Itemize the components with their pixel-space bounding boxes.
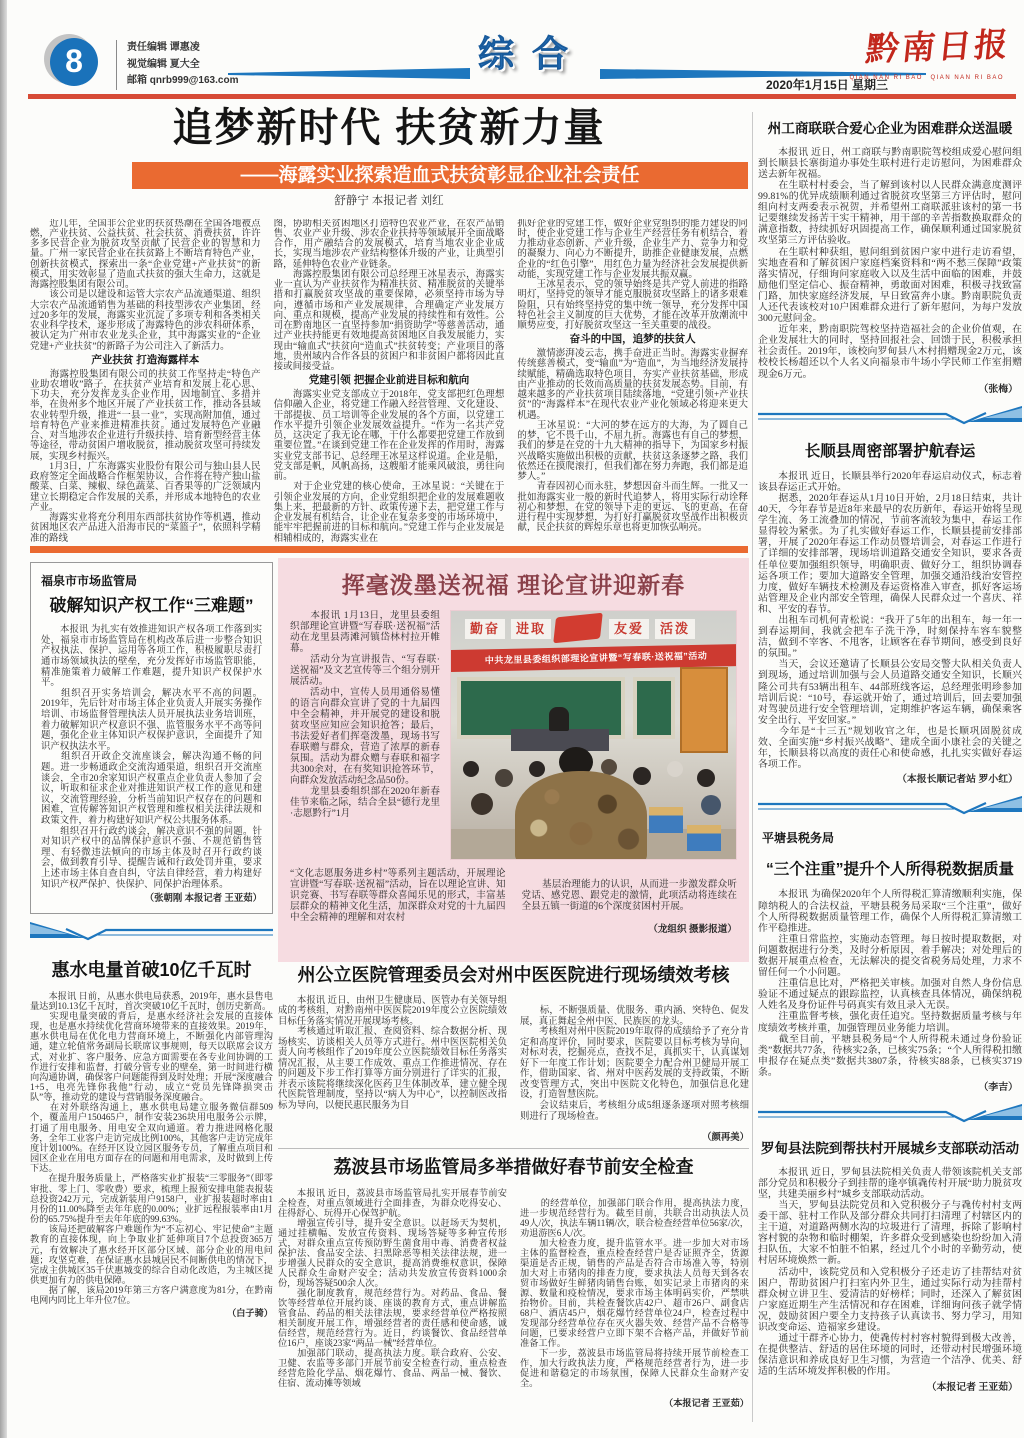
section-title: 综合 (478, 33, 587, 74)
lead-headline: 追梦新时代 扶贫新力量 (172, 106, 606, 150)
body-text: 图，协助相关贫困地区打造特色农业产业，在农产品销售、农业产业升级、涉农企业扶持等领域展开全面战略合作，用产融结合的发展模式，培育当地农业企业成长，实现当地涉农产业结构整体升级的产业，让典型引路，延伸特色农业产业链条。 海露控股集团有限公司总经理王冰星表示，海露实业一直认为产业扶贫作为精准扶贫、精准脱贫的关键举措和打赢脱贫攻坚战的重要保障，必须坚持市场为导向，遵循市场和产业发展规律，合理确定产业发展方向、重点和规模，提高产业发展的持续性和有效性。公司在黔南地区一直坚持参加“捐资助学”等慈善活动，通过产业扶持能更有效地提高贫困地区自我发展能力，实现由“输血式”扶贫向“造血式”扶贫转变；产业项目的落地，贵州域内合作各县的贫困户和非贫困户都将因此直接或间接受益。 (273, 218, 505, 372)
section-divider-graphic (30, 922, 273, 944)
section-divider-graphic (758, 796, 1022, 818)
crosshead: 奋斗的中国，追梦的扶贫人 (569, 333, 696, 346)
article-longli-feature (278, 558, 749, 962)
crosshead: 党建引领 把握企业前进目标和航向 (308, 374, 470, 387)
audience-head (601, 759, 617, 775)
article-fuquan-box (30, 562, 273, 914)
body-text: 近几年，全国非公企业的扶贫热潮在全国各地被点燃，产业扶贫、公益扶贫、社会扶贫、消费扶贫，许许多多民营企业为脱贫攻坚贡献了民营企业的智慧和力量。广州一家民营企业在扶贫路上不断培育特色产业，创新扶贫模式，探索出一条“企业党建+产业扶贫”的新模式，用实效彰显了造血式扶贫的强大生命力，这就是海露控股集团有限公司。 该公司是以建设和运管大宗农产品流通渠道、组织大宗农产品流通销售为基础的科技型涉农产业集团，经过20多年的发展，海露实业沉淀了多项专利和各类相关农业科学技术，逐步形成了海露特色的涉农科研体系，被认定为广州市农业龙头企业，其中海露实业的“企业党建+产业扶贫”的新路子为公司注入了新活力。 (30, 218, 261, 352)
article-headline: “三个注重”提升个人所得税数据质量 (765, 861, 1014, 879)
wall-slogan: 勤奋 (465, 619, 505, 639)
article-byline: （龙组织 摄影报道） (648, 923, 737, 935)
article-body: “文化志愿服务进乡村”等系列主题活动，开展理论宣讲暨“写春联·送祝福”活动，旨在以理论宣讲、知识竞赛、书写春联等群众喜闻乐见的形式，丰富基层群众的精神文化生活，加深群众对党的十九届四中全会精神的理解和对农村 (290, 867, 506, 923)
publication-date: 2020年1月15日 星期三 (766, 78, 889, 92)
article-body: 标，不断强质量、优服务、重内涵、突特色、促发展，真正舞起全州中医、民族医的龙头。 考核组对州中医院2019年取得的成绩给予了充分肯定和高度评价，同时要求，医院要以目标考核为导向，对标对表，挖掘亮点，查找不足，真抓实干，认真谋划好下一年度工作计划；医院要全力配合州卫健局开展工作，借助国家、省、州对中医药发展的支持政策，不断改变管理方式，突出中医院文化特色，加强信息化建设，打造智慧医院。 会议结束后，考核组分成5组逐条逐项对照考核细则进行了现场检查。 (520, 1006, 749, 1122)
chair (687, 825, 721, 851)
email-line: 邮箱 qnrb999@163.com (127, 75, 239, 86)
article-headline: 挥毫泼墨送祝福 理论宣讲迎新春 (341, 572, 686, 598)
article-tax (758, 829, 1022, 1093)
lead-column-2 (274, 219, 505, 557)
article-headline: 州公立医院管理委员会对州中医医院进行现场绩效考核 (297, 965, 730, 985)
wall-slogan: 活泼 (655, 619, 695, 639)
article-body: 本报讯 1月13日，龙里县委组织部理论宣讲暨“写春联·送祝福”活动在龙里县湾滩河镇岱林村拉开帷幕。 活动分为宣讲报告、“写春联·送祝福”及文艺宣传等三个组分别开展活动。 活动中，宣传人员用通俗易懂的语言向群众宣讲了党的十九届四中全会精神，并开展党的建设和脱贫攻坚应知应会知识抢答；最后，书法爱好者们挥毫泼墨，现场书写春联赠与群众，营造了浓厚的新春氛围。活动为群众赠与春联和福字共300余对，在有奖知识抢答环节，向群众发放活动纪念品50份。 龙里县委组织部在2020年新春佳节来临之际，结合全县“德行龙里·志愿黔行”1月 (290, 609, 440, 819)
chair (649, 807, 683, 833)
article-byline: （本报长顺记者站 罗小红） (897, 774, 1018, 786)
editor-line: 责任编辑 谭惠凌 (127, 42, 200, 53)
article-body: 本报讯 近日，州工商联与黔南职院驾校组成爱心慰问组到长顺县长寨街道办事处生联村进行走访慰问，为困难群众送去新年祝福。 在生联村村委会，当了解到该村以人民群众满意度测评99.81%的优异成绩顺利通过省脱贫攻坚第三方评估时，慰问组向村支两委表示祝贺，并希望州工商联派驻该村的第一书记要继续发扬苦干实干精神，用干部的辛苦指数换取群众的满意指数，持续抓好巩固提高工作，确保顺利通过国家脱贫攻坚第三方评估验收。 在生联村种获组，慰问组到贫困户家中进行走访看望，实地查看和了解贫困户家庭档案资料和“两不愁三保障”政策落实情况，仔细询问家庭收入以及生活中面临的困难，并鼓励他们坚定信心、振奋精神，勇敢面对困难，积极寻找致富门路，加快家庭经济发展，早日致富奔小康。黔南职院负责人还代表该校对10户困难群众进行了新年慰问，为每户发放300元慰问金。 近年来，黔南职院驾校坚持造福社会的企业价值观，在企业发展壮大的同时，坚持回报社会、回馈于民，积极承担社会责任。2019年，该校向罗甸县八木村捐赠现金2万元，该校校长杨超还以个人名义向福泉市牛场小学民师工作室捐赠现金6万元。 (758, 146, 1022, 380)
body-text: 海露实业党支部成立于2018年，党支部把红色理想信仰融入企业，将党建工作融入经营管理、文化建设、干部提拔、员工培训等企业发展的各个方面，以党建工作水平提升引领企业发展效益提升。“作为一名共产党员，这决定了我无论在哪，干什么都要把党建工作放到重要位置。”在谈到党建工作在企业发挥的作用时，海露实业党支部书记、总经理王冰星这样说道。企业是船，党支部是帆，风帆高扬，这艘船才能乘风破浪，勇往向前。 对于企业党建的核心使命，王冰星说：“关键在于引领企业发展的方向，企业党组织把企业的发展难题收集上来，把最新的方针、政策传递下去，把党建工作与企业发展有机结合，让企业在复杂多变的市场环境中，能牢牢把握前进的目标和航向。”党建工作与企业发展是相辅相成的，海露实业在 (273, 390, 505, 544)
article-chunyun (758, 442, 1022, 786)
page-header (28, 26, 1018, 92)
editor-line: 视觉编辑 夏大全 (127, 58, 200, 70)
article-byline: （李吉） (978, 1082, 1018, 1094)
article-byline: （张朝刚 本报记者 王亚茹） (144, 894, 262, 905)
speaker-desk (511, 729, 609, 751)
right-column (758, 106, 1022, 1436)
page-edge-shadow (0, 0, 7, 1438)
article-byline: （本报记者 王亚茹） (926, 1381, 1018, 1393)
camouflage-jacket-figure (515, 771, 647, 860)
feature-middle (290, 610, 737, 860)
article-body: 本报讯 近日，长顺县举行2020年春运启动仪式，标志着该县春运正式开始。 据悉，2020年春运从1月10日开始，2月18日结束，共计40天，今年春节是近8年来最早的农历新年，春运开始将呈现学生流、务工流叠加的情况，节前客流较为集中，春运工作显得较为紧张。为了扎实做好春运工作，长顺县提前安排部署，开展了2020年春运工作动员暨培训会，对春运工作进行了详细的安排部署，现场培训道路交通安全知识，要求各责任单位要加强组织领导，明确职责、做好分工，组织协调春运各项工作；要加大道路安全管理，加强交通沿线治安管控力度，做好车辆技术检测及春运资格准入审查，抓好客运场站管理及企业内部安全管理，确保人民群众过一个喜庆、祥和、平安的春节。 出租车司机何青松说：“我开了5年的出租车，每一年一到春运期间，我就会把车子洗干净，时刻保持车容车貌整洁，做到不宰客、不甩客，让顾客在春节期间，感受到良好的氛围。” 当天，会议还邀请了长顺县公安局交警大队相关负责人到现场，通过培训加强与会人员道路交通安全知识，长顺兴隆公司共有53辆出租车、44部班线客运，总经理张明珍参加培训后说：“10号，春运就开始了，通过培训后，回去要加强对驾驶员进行安全管理培训，定期维护客运车辆，确保乘客安全出行、平安回家。” 今年是“十三五”规划收官之年，也是长顺巩固脱贫成效、全面实施“乡村振兴战略”、建成全面小康社会的关键之年，长顺县将以高度的责任心和使命感，扎扎实实做好春运各项工作。 (758, 470, 1022, 771)
article-headline: 荔波县市场监管局多举措做好春节前安全检查 (333, 1157, 694, 1177)
wall-slogan: 友爱 (609, 619, 649, 639)
page-number-badge: 8 (50, 38, 98, 86)
header-rule (28, 94, 1016, 99)
speaker-figure (549, 707, 569, 731)
feature-bottom (290, 868, 737, 957)
article-body-with-byline (520, 996, 749, 1165)
door (680, 667, 728, 753)
lead-column-1 (30, 219, 261, 557)
lead-subtitle-bar: ——海露实业探索造血式扶贫彰显企业社会责任 (132, 162, 748, 189)
audience-head (697, 769, 715, 787)
lead-column-3 (517, 219, 748, 557)
audience-head (701, 795, 721, 815)
article-body: 本报讯 近日，由州卫生健康局、医管办有关领导组成的考核组，对黔南州中医医院2019年度公立医院绩效目标任务落实情况开展现场考核。 考核通过听取汇报、查阅资料、综合数据分析、现场核实、访谈相关人员等方式进行。州中医医院相关负责人向考核组作了2019年度公立医院绩效目标任务落实情况汇报，从主要工作成效、重点工作推进情况、存在的问题及下步工作打算等方面分别进行了详实的汇报，并表示该院将继续深化医药卫生体制改革，建立健全现代医院管理制度，坚持以“病人为中心”，以控制医改指标为导向，以便民惠民服务为目 (278, 995, 507, 1111)
article-headline: 长顺县周密部署护航春运 (804, 442, 976, 460)
lead-article (30, 106, 748, 557)
lead-end-bar (30, 546, 748, 553)
article-body: 本报讯 为确保2020年个人所得税汇算清缴顺利实施，保障纳税人的合法权益，平塘县税务局采取“三个注重”，做好个人所得税数据质量管理工作，确保个人所得税汇算清缴工作平稳推进。 注重日常监控，实施动态管理。每日按时提取数据，对问题数据进行分类，及时分析原因，着手解决；对处理后的数据开展重点检查，无法解决的提交省税务局处理，力求不留任何一个小问题。 注重信息比对，严格把关审核。加强对自然人身份信息验证不通过疑点的跟踪监控，认真核查具体情况，确保纳税人姓名及身份证件号码真实有效且录入无误。 注重监督考核，强化责任追究。坚持数据质量考核与年度绩效考核并重，加强管理员业务能力培训。 截至目前，平塘县税务局“个人所得税未通过身份验证类”数据共77条，待核实2条，已核实75条；“个人所得税扣缴申报存在疑点类”数据共3807条，待核实88条，已核实3719条。 (758, 889, 1022, 1078)
article-headline: 破解知识产权工作“三难题” (49, 596, 254, 615)
crosshead: 产业扶贫 打造海露样本 (91, 353, 200, 366)
article-body-with-byline (520, 1188, 749, 1429)
article-headline: 罗甸县法院到帮扶村开展城乡支部联动活动 (760, 1141, 1020, 1157)
article-hospital (278, 964, 749, 1164)
article-body: 本报讯 为扎实有效推进知识产权各项工作落到实处，福泉市市场监管局在机构改革后进一步整合知识产权执法、保护、运用等各项工作，积极履职尽责打通市场领域执法的壁垒，充分发挥好市场监管职能，精准施策着力破解工作难题，提升知识产权保护水平。 组织召开实务培训会，解决水平不高的问题。2019年，先后针对市场主体企业负责人开展实务操作培训、市场监督管理执法人员开展执法业务培训班，着力破解知识产权意识不强、监管服务水平不高等问题，强化企业主体知识产权保护意识，全面提升了知识产权执法水平。 组织召开政企交流座谈会，解决沟通不畅的问题。进一步畅通政企交流沟通渠道，组织召开交流座谈会，全市20余家知识产权重点企业负责人参加了会议，听取和征求企业对推进知识产权工作的意见和建议，交流管理经验，分析当前知识产权存在的问题和困难，宣传解答知识产权管理和维权相关法律法规和政策文件，着力构建好知识产权公共服务体系。 组织召开行政约谈会，解决意识不强的问题。针对知识产权中的品牌保护意识不强、不规范销售管理、有轻微违法倾向的市场主体及时召开行政约谈会，做到教育引导、提醒告诫和行政处罚并重，要求上述市场主体自查自纠，守法自律经营，着力构建好知识产权严保护、快保护、同保护治理体系。 (41, 625, 262, 890)
section-divider-graphic (758, 406, 1022, 428)
article-separator-rule (278, 1148, 749, 1149)
article-body: 本报讯 日前，从惠水供电局获悉，2019年，惠水县售电量达到10.13亿千瓦时，首次突破10亿千瓦时，创历史新高。 实现电量突破的背后，是惠水经济社会发展的直接体现，也是惠水持续优化营商环境带来的直接效果。2019年，惠水供电局在优化电力营商环境上，不断强化内部管理沟通，建立轮值常务副局长联席议事规则，每天以联席会议方式，对业扩、客户服务、应急方面需要在各专业间协调的工作进行安排和监督，打破分管专业的壁垒，第一时间进行横向沟通协调，确保客户问题能得到及时处理；开展“深度融合1+5，电亮先锋你我他”行动，成立“党员先锋降损突击队”等，推动党的建设与营销服务深度融合。 在对外联络沟通上，惠水供电局建立服务微信群509个，覆盖用户150465户，制作安装236块用电服务公示牌，打通了用电服务、用电安全双向通道。着力推进网格化服务，全年工业客户走访完成比例100%，其他客户走访完成年度计划100%。在经开区设立园区服务专员，了解重点项目和园区企业在用电方面存在的问题和用电需求，及时做到上传下达。 在提升服务质量上，严格落实业扩报装“三零服务”（即零审批、零上门、零收费）要求，梳理上报预安排电能表报装总投资242万元，完成新装用户9158户，业扩报装超时率由1月份的11.00%降至去年年底的0.00%；业扩远程报装率由1月份的65.75%提升至去年年底的99.63%。 该局还把破解客户难题作为“不忘初心、牢记使命”主题教育的直接体现，向上争取业扩延伸项目7个总投资365万元，有效解决了惠水经开区部分区域、部分企业的用电问题；攻坚克难，在保证惠水县城居民不间断供电的情况下，完成主供城区35千伏惠城变的综合自动化改造，为主城区提供更加有力的供电保障。 据了解，该局2019年第三方客户满意度为81分，在黔南电网内同比上年升位7位。 (30, 990, 273, 1306)
header-swoosh-left (228, 68, 470, 80)
article-body: 本报讯 近日，荔波县市场监管局扎实开展春节前安全检查，对重点领域进行全面排查，为群众吃得安心、住得舒心、玩得开心保驾护航。 增强宣传引导，提升安全意识。以赶场天为契机，通过挂横幅、发放宣传资料、现场答疑等多种宣传形式，对群众重点宣传预防野生菌食用中毒、消费者权益保护法、食品安全法、扫黑除恶等相关法律法规，进一步增强人民群众的安全意识，提高消费维权意识，保障人民群众生命财产安全；活动共发放宣传资料1000余份，现场答疑500余人次。 强化制度教育，规范经营行为。对药品、食品、餐饮等经营单位开展约谈、座谈的教育方式，重点讲解监管食品、药品的相关法律法规，要求经营单位严格按照相关制度开展工作，增强经营者的责任感和使命感，诚信经营，规范经营行为。近日，约谈餐饮、食品经营单位16户，座谈23家“两品一械”经营单位。 加强部门联动，提高执法力度。联合政府、公安、卫健、农监等多部门开展节前安全检查行动，重点检查经营危险化学品、烟花爆竹、食品、两品一械、餐饮、住宿、流动摊等领域 (278, 1187, 507, 1389)
audience-head (471, 793, 493, 815)
article-byline: （张梅） (978, 383, 1018, 395)
news-photo (450, 610, 737, 860)
article-warmth (758, 120, 1022, 395)
audience-head (667, 761, 683, 777)
masthead-pinyin: QIAN NAN RI BAO QIAN NAN RI BAO (849, 75, 1004, 81)
body-text: 激情澎湃凌云志，携手奋进正当时。海露实业摒弃传统慈善模式，变“输血”为“造血”，为当地经济发展持续赋能，精确选取特色项目，夯实产业扶贫基础，形成由产业推动的长效而高质量的扶贫发展态势。目前，有越来越多的产业扶贫项目陆续落地，“党建引领+产业扶贫”的“海露样本”在现代农业产业化领域必将迎来更大机遇。 王冰星说：“大河的梦在远方的大海，为了圆自己的梦，它不畏千山，不屈九折。海露也有自己的梦想，我们的梦是在党的十九大精神的指导下，为国家乡村振兴战略实施做出积极的贡献，扶贫这条逐梦之路，我们依然还在摸爬滚打，但我们都在努力奔跑，我们都是追梦人。” 青春因初心而永驻，梦想因奋斗而生辉。一批又一批如海露实业一般的新时代追梦人，将用实际行动诠释初心和梦想，在党的领导下走的更远、飞的更高，在奋进行程中实现梦想，为打好打赢脱贫攻坚战作出积极贡献，民企扶贫的辉煌乐章也将更加恢弘响亮。 (517, 349, 748, 534)
article-kicker: 福泉市市场监管局 (41, 574, 138, 588)
article-kicker: 平塘县税务局 (762, 831, 835, 846)
editor-info (116, 40, 238, 90)
body-text: 海露控股集团有限公司的扶贫工作坚持走“特色产业助农增收”路子，在扶贫产业培育和发展上花心思、下功夫，充分发挥龙头企业作用，因地制宜、多措并举，在贵州多个地区开展了产业扶贫工作，推动各县域农业转型升级，推进“一县一业”，实现高附加值，通过培育特色产业来推进精准扶贫。通过发展特色产业融合、对当地涉农企业进行升级扶持、培育新型经营主体等途径，带动贫困户增收脱贫，推动脱贫攻坚可持续发展，实现乡村振兴。 1月3日，广东海露实业股份有限公司与独山县人民政府签定全面战略合作框架协议，合作将在特产独山盐酸菜、白菜、辣椒、绿色蔬菜、百香果等的广泛领域内建立长期稳定合作发展的关系，并形成本地特色的农业产业。 海露实业将充分利用东西部扶贫协作等机遇，推动贫困地区农产品进入沿海市民的“菜篮子”，依照科学精准的路线 (30, 369, 261, 544)
audience-head (463, 761, 479, 777)
audience-head (495, 769, 513, 787)
article-columns (278, 1188, 749, 1429)
section-divider-graphic (758, 1104, 1022, 1126)
article-libo (278, 1156, 749, 1436)
article-columns (278, 996, 749, 1165)
event-banner: 中共龙里县委组织部理论宣讲暨“写春联·送祝福”活动 (450, 643, 737, 671)
article-court (758, 1140, 1022, 1392)
audience-head (529, 761, 545, 777)
wall-slogan: 进取 (511, 619, 551, 639)
article-byline: （颜再美） (702, 1132, 749, 1143)
article-headline: 惠水电量首破10亿千瓦时 (51, 960, 252, 980)
lead-columns (30, 219, 748, 557)
article-huishui (30, 952, 273, 1436)
article-headline: 州工商联联合爱心企业为困难群众送温暖 (767, 121, 1013, 136)
article-body: 基层治理能力的认识，从而进一步激发群众听党话、感党恩、跟党走的激情，此项活动将连续在全县五镇一街道的6个深度贫困村开展。 (521, 878, 738, 912)
article-byline: （本报记者 王亚茹） (664, 1398, 749, 1409)
lead-byline: 舒静宁 本报记者 刘红 (334, 195, 444, 207)
article-byline: （白子骑） (227, 1308, 273, 1319)
article-body: 的经营单位，加强部门联合作用，提高执法力度，进一步规范经营行为。截至目前，共联合出动执法人员49人/次，执法车辆11辆/次，联合检查经营单位56家/次，劝退游医6人/次。 加大检查力度，提升监管水平。进一步加大对市场主体的监督检查，重点检查经营户是否证照齐全，货源渠道是否正规，销售的产品是否符合市场准入等，特别加大对上市猪肉的排查力度，要求执法人员每天到各农贸市场做好生鲜猪肉销售台账，如实记录上市猪肉的来源、数量和疫检情况，要求市场主体明码实价，严禁哄抬物价。目前，共检查餐饮店42户、超市26户、副食店68户、酒店45户，烟花爆竹经营单位24户，检查过程中发现部分经营单位存在灭火器失效、经营产品不合格等问题，已要求经营户立即下架不合格产品，并做好节前准备工作。 下一步，荔波县市场监管局将持续开展节前检查工作，加大行政执法力度，严格规范经营者行为，进一步促进和谐稳定的市场氛围，保障人民群众生命财产安全。 (520, 1197, 749, 1389)
article-body-with-byline (522, 868, 738, 957)
audience-head (633, 767, 651, 785)
flag-graphic-icon (553, 612, 603, 643)
column-separator (752, 112, 753, 1422)
chalkboard (633, 677, 675, 739)
body-text: 抓好企业的党建工作，做好企业党组织的能力建设的同时，使企业党建工作与企业生产经营任务有机结合，着力推动业态创新、产业升级，企业生产力、竞争力和党的凝聚力、向心力不断提升，助推企业健康发展，点燃企业的“红色引擎”，用红色力量为经济社会发展提供新动能，实现党建工作与企业发展共振双赢。 王冰星表示，党的领导始终是共产党人前进的指路明灯，坚持党的领导才能克服脱贫攻坚路上的诸多艰难险阻，只有始终坚持党的集中统一领导，充分发挥中国特色社会主义制度的巨大优势，才能在改革开放潮流中顺势应变，打好脱贫攻坚这一至关重要的战役。 (517, 218, 748, 331)
newspaper-masthead: 黔南日报 (863, 27, 1013, 69)
article-body: 本报讯 近日，罗甸县法院相关负责人带领该院机关支部部分党员和积极分子到挂帮的逢亭镇毳传村开展“助力脱贫攻坚，共建美丽乡村”城乡支部联动活动。 当天，罗甸县法院党员和入党积极分子与毳传村村支两委干部、驻村工作队及部分群众共同打扫清理了村辖区内的主干道，对道路两侧水沟的垃圾进行了清理，拆除了影响村容村貌的杂物和临时棚架，许多群众受到感染也纷纷加入清扫队伍，大家不怕脏不怕累，经过几个小时的辛勤劳动，使村居环境焕然一新。 活动中，该院党员和入党积极分子还走访了挂帮结对贫困户，帮助贫困户打扫室内外卫生，通过实际行动为挂帮村群众树立讲卫生、爱清洁的好榜样；同时，还深入了解贫困户家庭近期生产生活情况和存在困难，详细询问孩子就学情况，鼓励贫困户要全力支持孩子认真读书、努力学习，用知识改变命运、造福家乡建设。 通过干群齐心协力，使毳传村村容村貌得到极大改善，在提供整洁、舒适的居住环境的同时，还带动村民增强环境保洁意识和养成良好卫生习惯，为营造一个洁净、优美、舒适的生活环境发挥积极的作用。 (758, 1166, 1022, 1378)
